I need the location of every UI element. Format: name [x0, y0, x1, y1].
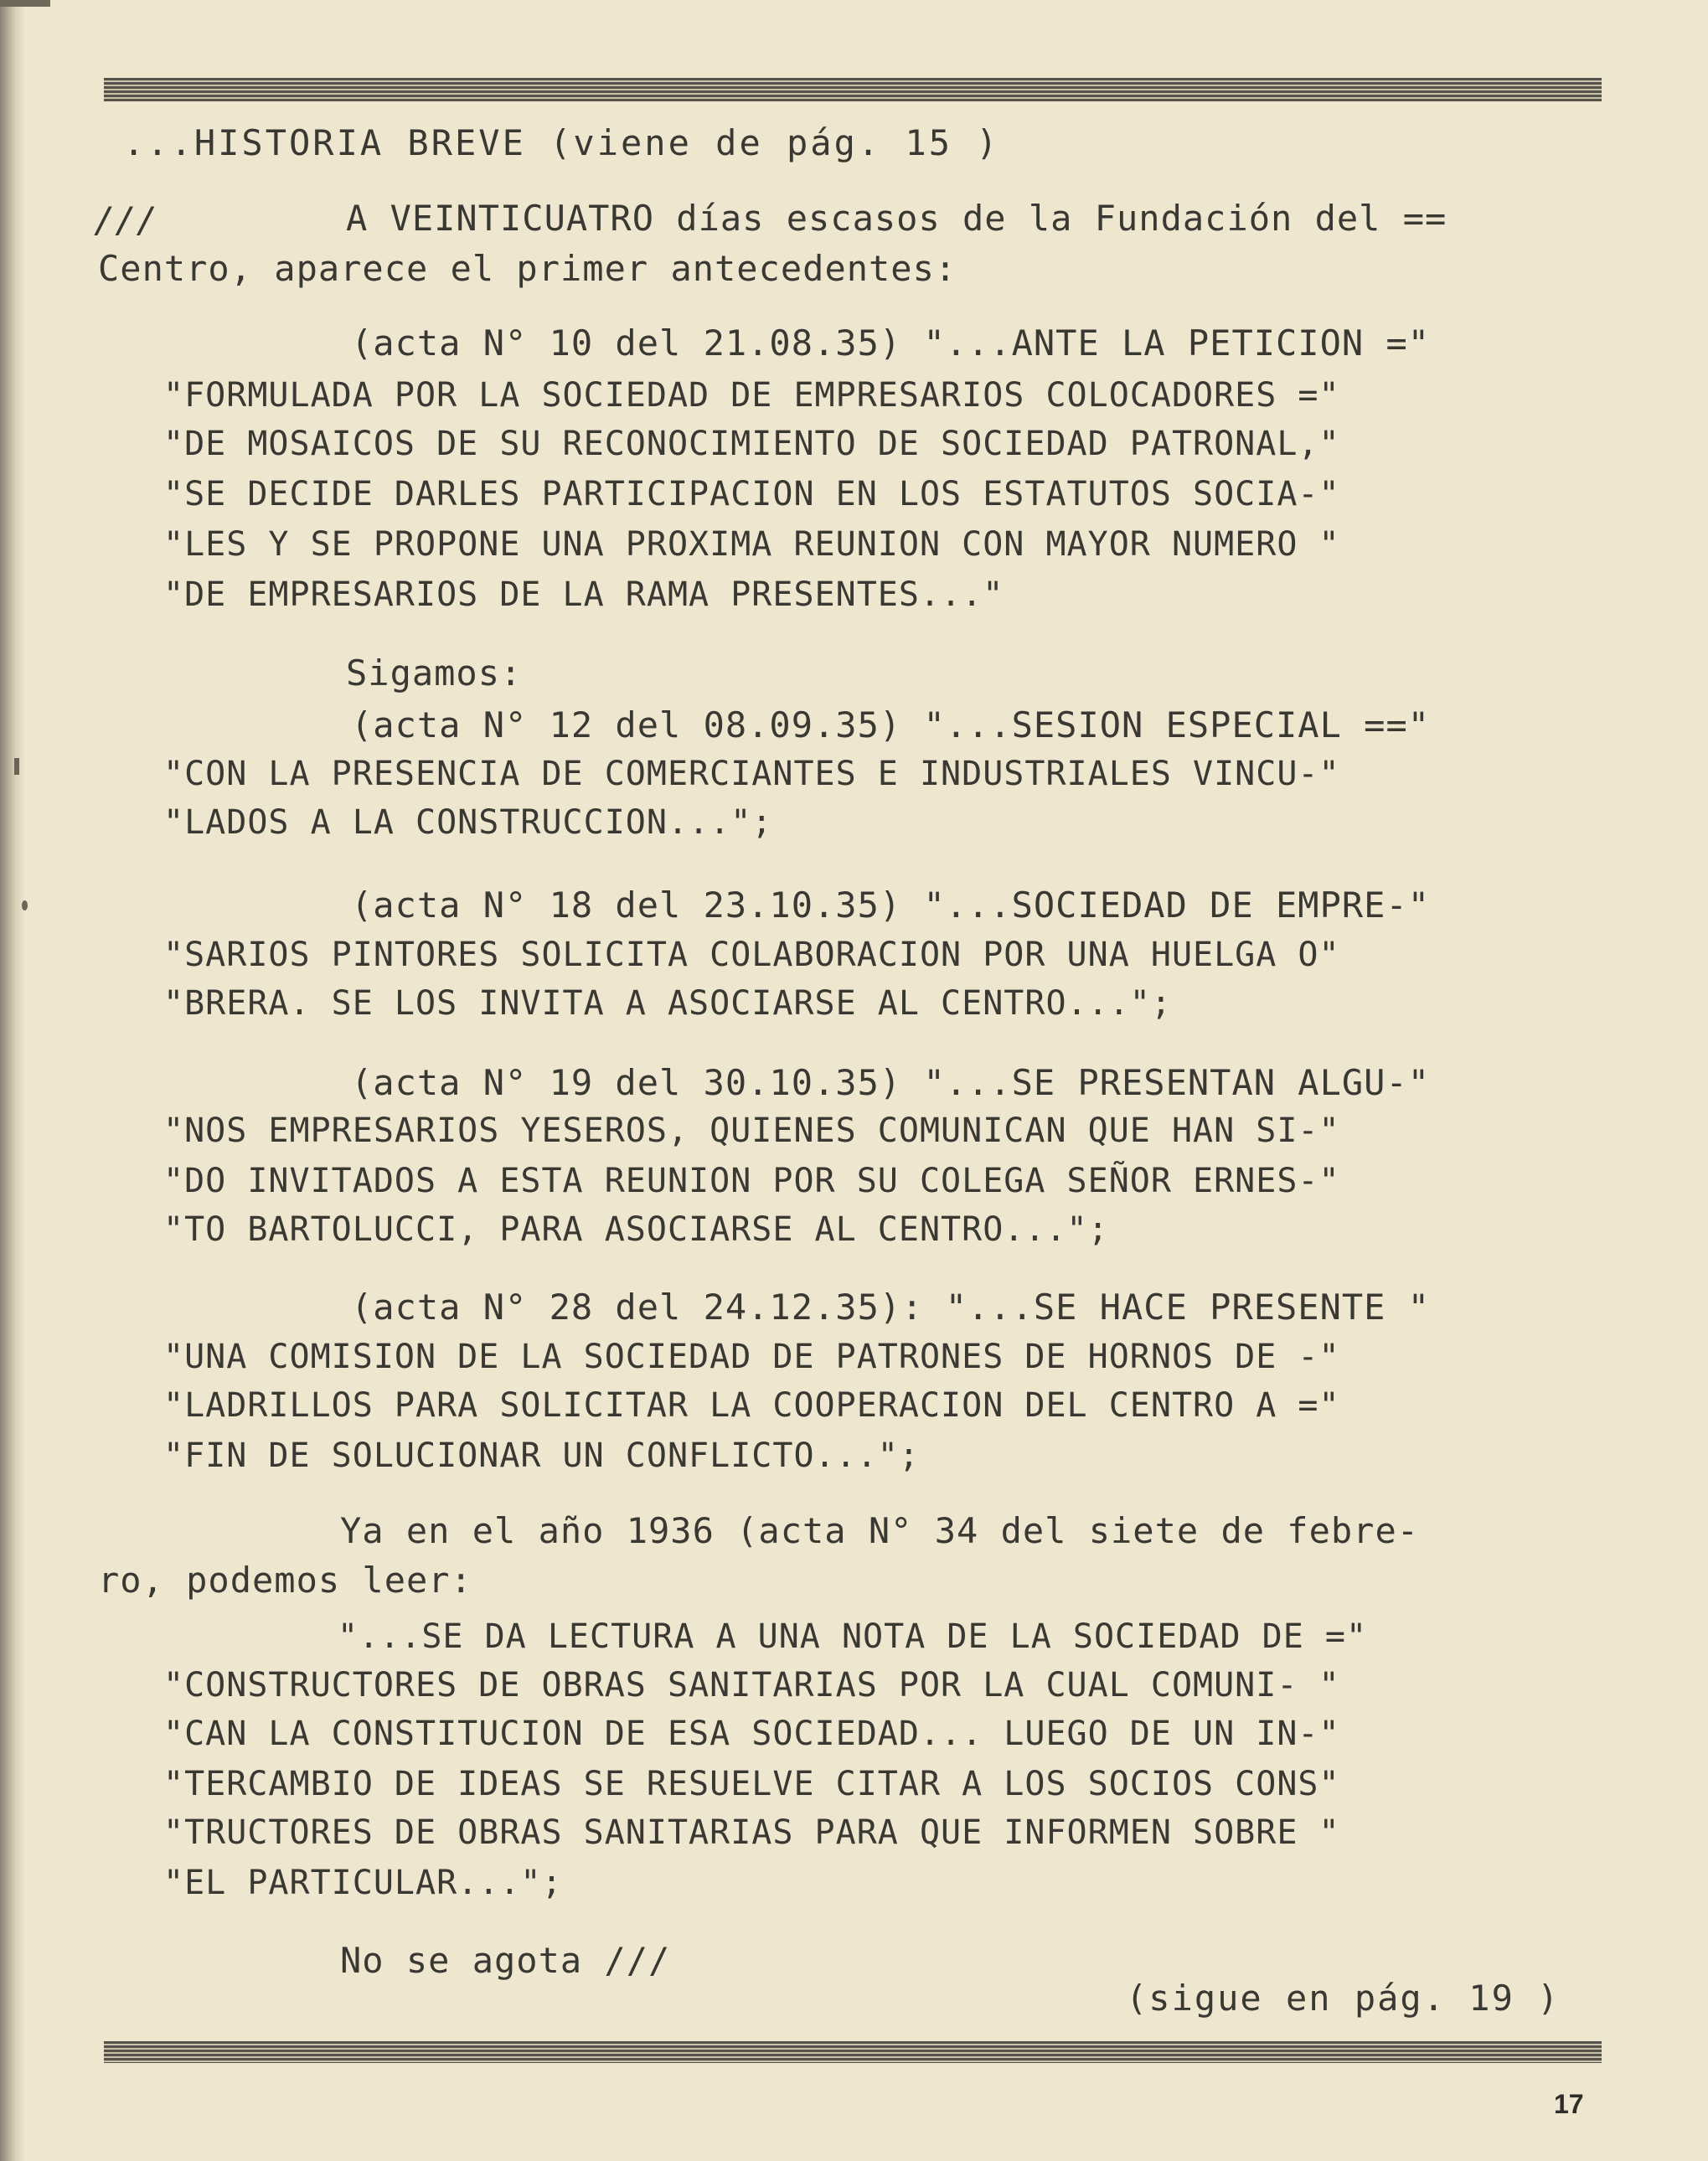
acta-34-line-5: "TRUCTORES DE OBRAS SANITARIAS PARA QUE INFORMEN SOBRE " [163, 1813, 1340, 1852]
margin-speck [22, 900, 28, 910]
acta-18-line-1: (acta N° 18 del 23.10.35) "...SOCIEDAD DE EMPRE-" [351, 885, 1431, 926]
acta-34-line-4: "TERCAMBIO DE IDEAS SE RESUELVE CITAR A LOS SOCIOS CONS" [163, 1765, 1340, 1803]
acta-10-line-1: (acta N° 10 del 21.08.35) "...ANTE LA PETICION =" [351, 322, 1431, 364]
acta-28-line-2: "UNA COMISION DE LA SOCIEDAD DE PATRONES DE HORNOS DE -" [163, 1338, 1340, 1376]
acta-34-line-3: "CAN LA CONSTITUCION DE ESA SOCIEDAD... LUEGO DE UN IN-" [163, 1715, 1340, 1753]
acta-10-line-2: "FORMULADA POR LA SOCIEDAD DE EMPRESARIOS COLOCADORES =" [163, 376, 1340, 415]
page-number: 17 [1554, 2089, 1584, 2119]
intro-line-1: A VEINTICUATRO días escasos de la Fundación del == [346, 198, 1447, 239]
acta-34-line-6: "EL PARTICULAR..."; [163, 1864, 563, 1902]
section-header: ...HISTORIA BREVE (viene de pág. 15 ) [123, 122, 1000, 163]
top-double-rule [104, 78, 1602, 101]
acta-19-line-4: "TO BARTOLUCCI, PARA ASOCIARSE AL CENTRO..."; [163, 1210, 1109, 1249]
acta-34-line-2: "CONSTRUCTORES DE OBRAS SANITARIAS POR LA CUAL COMUNI- " [163, 1666, 1340, 1705]
sigamos-line: Sigamos: [346, 652, 523, 694]
acta-28-line-1: (acta N° 28 del 24.12.35): "...SE HACE PRESENTE " [351, 1287, 1431, 1328]
page-binding-shadow [0, 0, 25, 2161]
ano-1936-line-1: Ya en el año 1936 (acta N° 34 del siete de febre- [340, 1510, 1420, 1551]
acta-18-line-3: "BRERA. SE LOS INVITA A ASOCIARSE AL CENTRO..."; [163, 984, 1172, 1023]
bottom-double-rule [104, 2041, 1602, 2063]
acta-28-line-3: "LADRILLOS PARA SOLICITAR LA COOPERACION DEL CENTRO A =" [163, 1386, 1340, 1425]
acta-18-line-2: "SARIOS PINTORES SOLICITA COLABORACION POR UNA HUELGA O" [163, 936, 1340, 974]
acta-28-line-4: "FIN DE SOLUCIONAR UN CONFLICTO..."; [163, 1436, 920, 1475]
continued-on-page: (sigue en pág. 19 ) [1126, 1978, 1561, 2019]
margin-speck [14, 758, 19, 775]
acta-12-line-1: (acta N° 12 del 08.09.35) "...SESION ESPECIAL ==" [351, 704, 1431, 745]
paragraph-slashes: /// [94, 199, 157, 240]
page-corner-tab [0, 0, 50, 7]
acta-10-line-3: "DE MOSAICOS DE SU RECONOCIMIENTO DE SOCIEDAD PATRONAL," [163, 425, 1340, 463]
acta-19-line-1: (acta N° 19 del 30.10.35) "...SE PRESENTAN ALGU-" [351, 1062, 1431, 1103]
ano-1936-line-2: ro, podemos leer: [98, 1560, 472, 1601]
acta-10-line-4: "SE DECIDE DARLES PARTICIPACION EN LOS ESTATUTOS SOCIA-" [163, 475, 1340, 513]
acta-19-line-3: "DO INVITADOS A ESTA REUNION POR SU COLEGA SEÑOR ERNES-" [163, 1162, 1340, 1200]
closing-line: No se agota /// [340, 1940, 671, 1981]
acta-12-line-3: "LADOS A LA CONSTRUCCION..."; [163, 803, 773, 842]
intro-line-2: Centro, aparece el primer antecedentes: [98, 248, 957, 289]
acta-10-line-5: "LES Y SE PROPONE UNA PROXIMA REUNION CON MAYOR NUMERO " [163, 525, 1340, 564]
acta-19-line-2: "NOS EMPRESARIOS YESEROS, QUIENES COMUNICAN QUE HAN SI-" [163, 1111, 1340, 1150]
acta-10-line-6: "DE EMPRESARIOS DE LA RAMA PRESENTES..." [163, 575, 1004, 614]
acta-12-line-2: "CON LA PRESENCIA DE COMERCIANTES E INDUSTRIALES VINCU-" [163, 755, 1340, 793]
acta-34-line-1: "...SE DA LECTURA A UNA NOTA DE LA SOCIEDAD DE =" [338, 1617, 1368, 1656]
